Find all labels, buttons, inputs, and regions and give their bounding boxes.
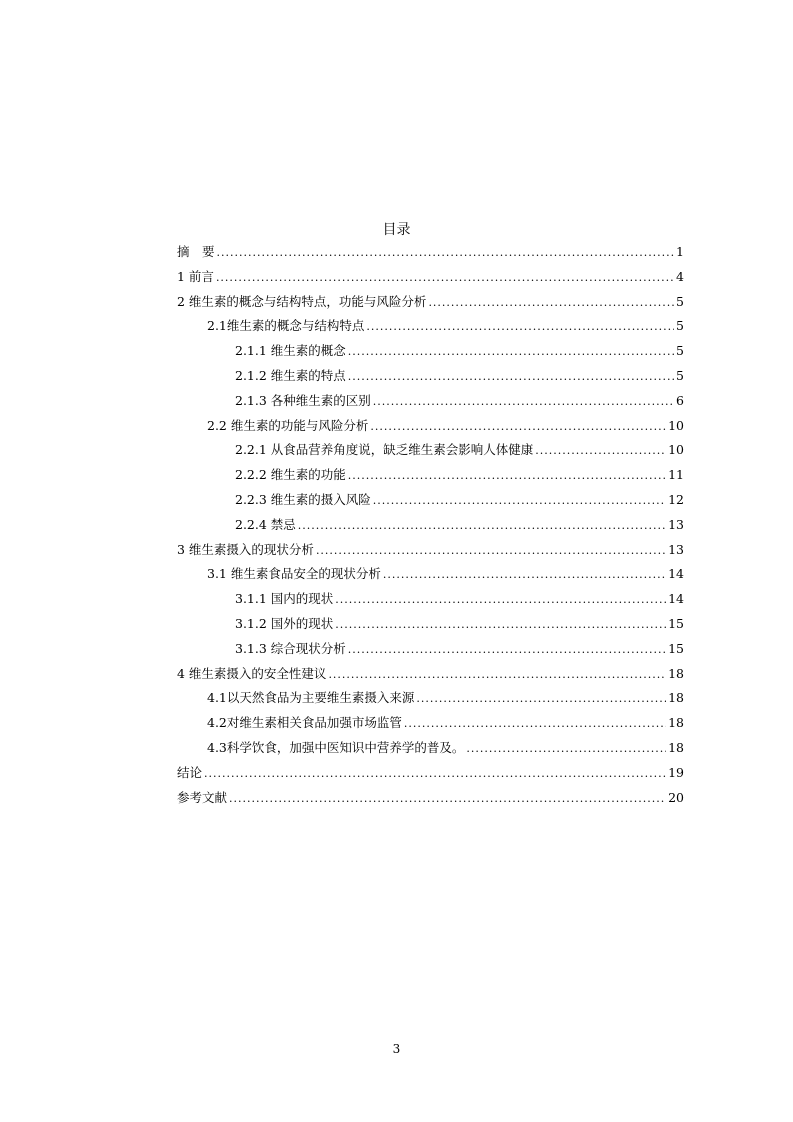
toc-dot-leader [316,543,666,559]
toc-entry-page: 14 [668,591,684,607]
toc-entry-label: 3.1.1 国内的现状 [235,591,334,607]
toc-entry-label: 1 前言 [177,268,214,284]
toc-entry[interactable] [177,715,684,740]
toc-dot-leader [328,667,666,683]
toc-dot-leader [335,617,666,633]
toc-entry-page: 12 [668,491,684,507]
toc-dot-leader [204,766,666,782]
toc-dot-leader [216,270,674,286]
toc-dot-leader [383,567,666,583]
toc-entry-label: 4 维生素摄入的安全性建议 [177,665,327,681]
toc-entry[interactable] [177,740,684,765]
table-of-contents [177,244,684,814]
toc-entry[interactable] [177,343,684,368]
toc-dot-leader [348,468,666,484]
toc-dot-leader [535,443,666,459]
toc-entry[interactable] [177,790,684,815]
toc-entry-label: 3 维生素摄入的现状分析 [177,541,314,557]
toc-entry-page: 18 [668,665,684,681]
toc-dot-leader [404,716,666,732]
toc-entry-label: 2 维生素的概念与结构特点，功能与风险分析 [177,293,427,309]
toc-dot-leader [229,791,666,807]
toc-entry-page: 6 [676,392,684,408]
toc-entry[interactable] [177,566,684,591]
toc-entry-page: 13 [668,541,684,557]
page-number: 3 [392,1042,401,1056]
toc-entry[interactable] [177,244,684,269]
toc-dot-leader [373,394,674,410]
toc-entry-page: 18 [668,690,684,706]
toc-entry-page: 1 [676,244,684,259]
toc-entry-page: 5 [676,293,684,309]
toc-dot-leader [373,493,666,509]
toc-entry-page: 10 [668,442,684,458]
toc-entry[interactable] [177,294,684,319]
toc-entry-label: 2.2.4 禁忌 [235,516,296,532]
toc-entry[interactable] [177,393,684,418]
toc-entry-label: 2.1.1 维生素的概念 [235,343,346,359]
toc-entry-page: 5 [676,343,684,359]
toc-entry-label: 2.2.3 维生素的摄入风险 [235,491,371,507]
toc-entry-page: 15 [668,615,684,631]
toc-dot-leader [428,295,674,311]
toc-entry-page: 20 [668,789,684,805]
toc-entry[interactable] [177,616,684,641]
toc-dot-leader [370,419,666,435]
toc-entry-page: 19 [668,764,684,780]
toc-dot-leader [348,369,674,385]
toc-entry-label: 2.1维生素的概念与结构特点 [207,318,365,334]
toc-title: 目录 [382,222,411,238]
toc-entry[interactable] [177,467,684,492]
toc-entry-page: 18 [668,739,684,755]
toc-entry-page: 11 [668,467,684,483]
toc-entry-label: 2.1.2 维生素的特点 [235,367,346,383]
toc-entry[interactable] [177,641,684,666]
toc-entry[interactable] [177,269,684,294]
toc-dot-leader [217,245,675,261]
toc-entry[interactable] [177,765,684,790]
toc-entry-label: 2.2 维生素的功能与风险分析 [207,417,369,433]
toc-entry-label: 结论 [177,764,203,780]
toc-entry-label: 参考文献 [177,789,228,805]
toc-entry[interactable] [177,517,684,542]
toc-dot-leader [416,691,666,707]
toc-entry-label: 2.2.2 维生素的功能 [235,467,346,483]
toc-entry-page: 5 [676,318,684,334]
toc-entry-page: 10 [668,417,684,433]
toc-entry-page: 4 [676,268,684,284]
toc-dot-leader [348,642,666,658]
toc-entry[interactable] [177,418,684,443]
toc-dot-leader [366,319,674,335]
toc-entry-page: 18 [668,715,684,731]
toc-entry-label: 2.1.3 各种维生素的区别 [235,392,371,408]
toc-entry[interactable] [177,666,684,691]
toc-entry-page: 13 [668,516,684,532]
toc-entry[interactable] [177,542,684,567]
toc-entry-label: 2.2.1 从食品营养角度说，缺乏维生素会影响人体健康 [235,442,534,458]
toc-dot-leader [348,344,674,360]
toc-entry[interactable] [177,591,684,616]
toc-entry-label: 3.1.3 综合现状分析 [235,640,346,656]
toc-entry-label: 摘 要 [177,244,215,259]
toc-entry-label: 4.3科学饮食，加强中医知识中营养学的普及。 [207,739,465,755]
toc-entry-label: 4.2对维生素相关食品加强市场监管 [207,715,402,731]
toc-entry[interactable] [177,492,684,517]
toc-dot-leader [298,518,666,534]
toc-entry[interactable] [177,318,684,343]
toc-entry-label: 3.1 维生素食品安全的现状分析 [207,566,381,582]
toc-entry[interactable] [177,442,684,467]
toc-dot-leader [335,592,666,608]
toc-entry-label: 4.1以天然食品为主要维生素摄入来源 [207,690,415,706]
toc-entry[interactable] [177,690,684,715]
toc-dot-leader [466,741,666,757]
toc-entry-label: 3.1.2 国外的现状 [235,615,334,631]
toc-entry[interactable] [177,368,684,393]
toc-entry-page: 5 [676,367,684,383]
toc-entry-page: 15 [668,640,684,656]
toc-entry-page: 14 [668,566,684,582]
